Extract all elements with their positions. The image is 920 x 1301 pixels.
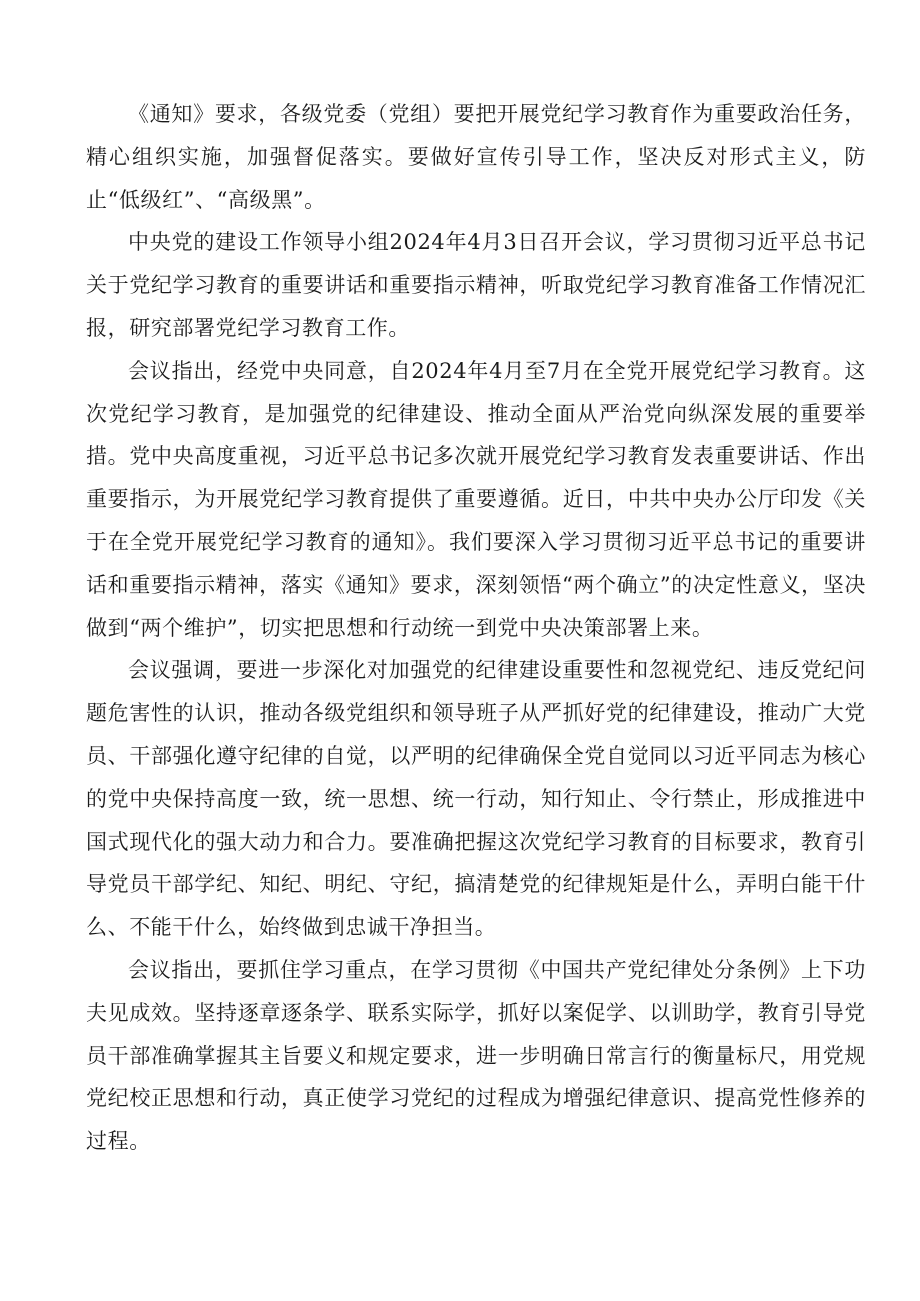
paragraph-notice-requirements: 《通知》要求，各级党委（党组）要把开展党纪学习教育作为重要政治任务，精心组织实施，加强督促落实。要做好宣传引导工作，坚决反对形式主义，防止“低级红”、“高级黑”。 [86,102,866,212]
paragraph-meeting-pointed-out: 会议指出，经党中央同意，自2024年4月至7月在全党开展党纪学习教育。这次党纪学习教育，是加强党的纪律建设、推动全面从严治党向纵深发展的重要举措。党中央高度重视，习近平总书记多次就开展党纪学习教育发表重要讲话、作出重要指示，为开展党纪学习教育提供了重要遵循。近日，中共中央办公厅印发《关于在全党开展党纪学习教育的通知》。我们要深入学习贯彻习近平总书记的重要讲话和重要指示精神，落实《通知》要求，深刻领悟“两个确立”的决定性意义，坚决做到“两个维护”，切实把思想和行动统一到党中央决策部署上来。 [86,358,866,640]
paragraph-study-focus: 会议指出，要抓住学习重点，在学习贯彻《中国共产党纪律处分条例》上下功夫见成效。坚持逐章逐条学、联系实际学，抓好以案促学、以训助学，教育引导党员干部准确掌握其主旨要义和规定要求，进一步明确日常言行的衡量标尺，用党规党纪校正思想和行动，真正使学习党纪的过程成为增强纪律意识、提高党性修养的过程。 [86,957,866,1154]
document-body [86,93,866,1163]
paragraph-meeting-emphasized: 会议强调，要进一步深化对加强党的纪律建设重要性和忽视党纪、违反党纪问题危害性的认识，推动各级党组织和领导班子从严抓好党的纪律建设，推动广大党员、干部强化遵守纪律的自觉，以严明的纪律确保全党自觉同以习近平同志为核心的党中央保持高度一致，统一思想、统一行动，知行知止、令行禁止，形成推进中国式现代化的强大动力和合力。要准确把握这次党纪学习教育的目标要求，教育引导党员干部学纪、知纪、明纪、守纪，搞清楚党的纪律规矩是什么，弄明白能干什么、不能干什么，始终做到忠诚干净担当。 [86,658,866,940]
paragraph-meeting-convened: 中央党的建设工作领导小组2024年4月3日召开会议，学习贯彻习近平总书记关于党纪学习教育的重要讲话和重要指示精神，听取党纪学习教育准备工作情况汇报，研究部署党纪学习教育工作。 [86,230,866,340]
